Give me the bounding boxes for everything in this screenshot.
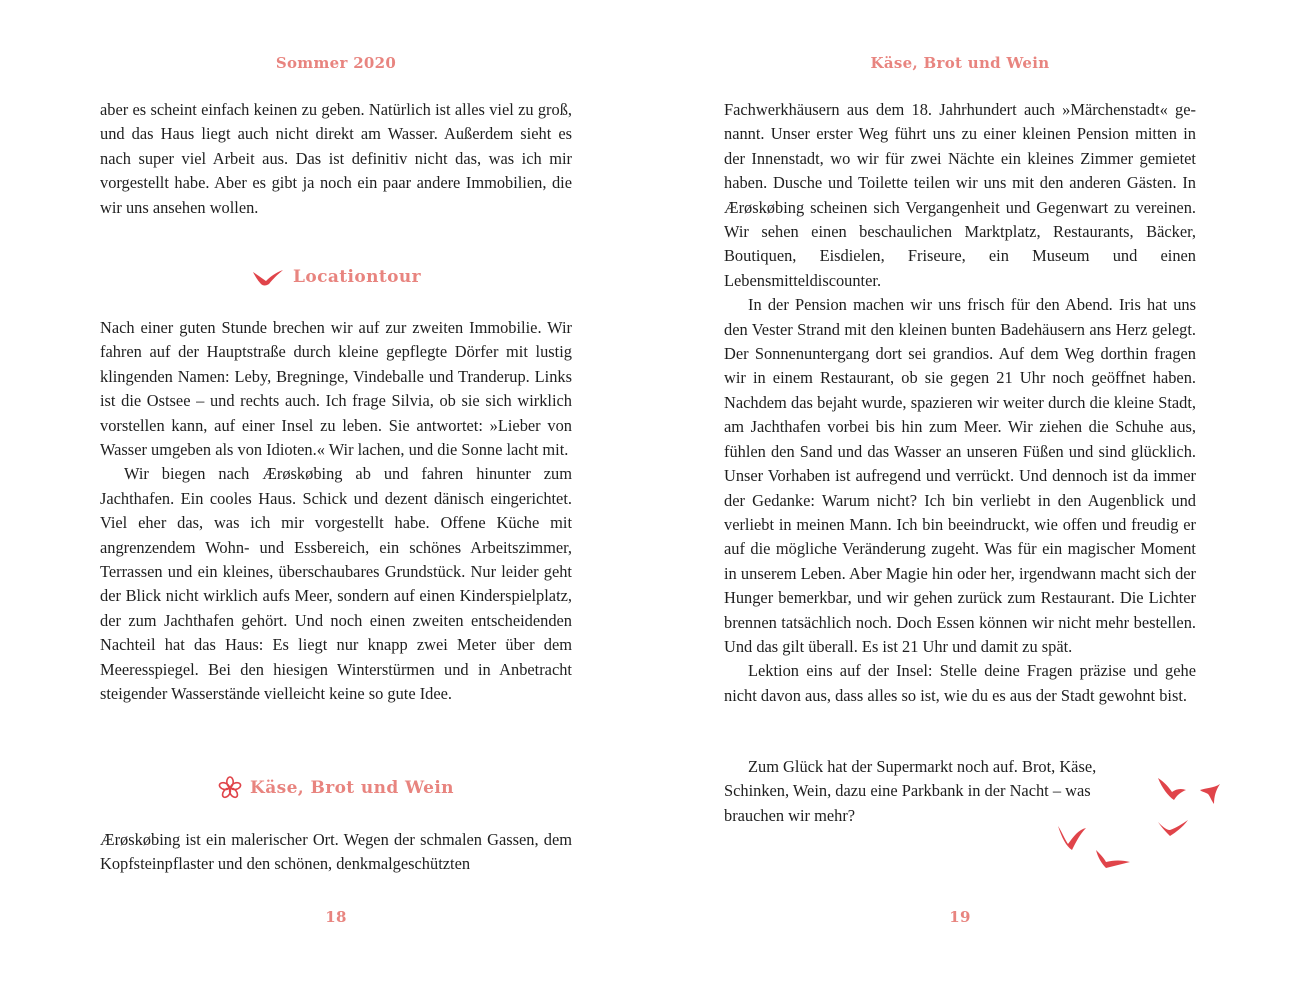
paragraph-text: Wir biegen nach Ærøskøbing ab und fahren hinunter zum Jachthafen. Ein cooles Haus. Schick und dezent dänisch eingerichtet. Viel eher das, was ich mir vorgestellt habe. Offene Küche mit angrenzendem Wohn- und Essbereich, ein schönes Arbeitszimmer, Terrassen und ein kleines, überschaubares Grundstück. Nur leider geht der Blick nicht wirklich aufs Meer, sondern auf einen Kinderspielplatz, der zum Jachthafen gehört. Und noch einen zweiten entscheidenden Nachteil hat das Haus: Es liegt nur knapp zwei Meter über dem Meeresspiegel. Bei den hiesigen Winterstürmen und in Anbetracht steigender Wasserstände vielleicht keine so gute Idee.	[100, 464, 572, 704]
page-number: 18	[325, 908, 347, 926]
paragraph	[100, 828, 572, 877]
page-number: 19	[949, 908, 971, 926]
paragraph-text: aber es scheint einfach keinen zu geben. Natürlich ist alles viel zu groß, und das Haus liegt auch nicht direkt am Wasser. Außerdem sieht es nach super viel Arbeit aus. Das ist definitiv nicht das, was ich mir vorgestellt habe. Aber es gibt ja noch ein paar andere Immobilien, die wir uns ansehen wollen.	[100, 100, 572, 217]
section-title: Locationtour	[293, 267, 421, 287]
paragraph-text: Fachwerkhäusern aus dem 18. Jahrhundert auch »Märchenstadt« genannt. Unser erster Weg führt uns zu einer kleinen Pension mitten in der Innenstadt, wo wir für zwei Nächte ein kleines Zimmer gemietet haben. Dusche und Toilette teilen wir uns mit den anderen Gästen. In Ærøskøbing scheinen sich Vergangenheit und Gegenwart zu vereinen. Wir sehen einen beschaulichen Marktplatz, Restaurants, Bäcker, Boutiquen, Eisdielen, Friseure, ein Museum und einen Lebensmitteldiscounter.	[724, 100, 1196, 290]
section-heading-kaese-brot-wein	[100, 776, 572, 800]
running-head: Sommer 2020	[275, 54, 397, 72]
paragraph-text: Ærøskøbing ist ein malerischer Ort. Wegen der schmalen Gassen, dem Kopfsteinpflaster und den schönen, denkmalgeschützten	[100, 830, 572, 874]
paragraph	[100, 98, 572, 220]
paragraph-text: In der Pension machen wir uns frisch für den Abend. Iris hat uns den Vester Strand mit den kleinen bunten Badehäusern ans Herz gelegt. Der Sonnenuntergang dort sei grandios. Auf dem Weg dorthin fragen wir in einem Restaurant, ob sie gegen 21 Uhr noch geöffnet haben. Nachdem das bejaht wurde, spazieren wir weiter durch die kleine Stadt, am Jachthafen vorbei bis hin zum Meer. Wir ziehen die Schuhe aus, fühlen den Sand und das Wasser an unseren Füßen und sind glücklich. Unser Vorhaben ist aufregend und verrückt. Und dennoch ist da immer der Gedanke: Warum nicht? Ich bin verliebt in den Augenblick und verliebt in meinen Mann. Ich bin beeindruckt, wie offen und freudig er auf die mögliche Veränderung zugeht. Was für ein magischer Moment in unserem Leben. Aber Magie hin oder her, irgendwann macht sich der Hunger bemerkbar, und wir gehen zurück zum Restaurant. Die Lichter brennen tatsächlich noch. Doch Essen können wir nicht mehr bestellen. Und das gilt überall. Es ist 21 Uhr und damit zu spät.	[724, 295, 1196, 656]
flower-icon	[218, 776, 242, 800]
section-heading-locationtour	[100, 266, 572, 288]
right-page	[648, 0, 1295, 1000]
paragraph-text: Nach einer guten Stunde brechen wir auf zur zweiten Immobilie. Wir fahren auf der Hauptstraße durch kleine gepflegte Dörfer mit lustig klingenden Namen: Leby, Bregninge, Vindeballe und Tranderup. Links ist die Ostsee – und rechts auch. Ich frage Silvia, ob sie sich wirklich vorstellen kann, auf einer Insel zu leben. Sie antwortet: »Lieber von Wasser umgeben als von Idioten.« Wir lachen, und die Sonne lacht mit.	[100, 318, 572, 460]
paragraph-text: Zum Glück hat der Supermarkt noch auf. Brot, Käse, Schinken, Wein, dazu eine Parkbank in der Nacht – was brauchen wir mehr?	[724, 757, 1097, 825]
paragraph	[724, 98, 1196, 708]
paragraph	[100, 316, 572, 707]
bird-icon	[251, 266, 285, 288]
running-head: Käse, Brot und Wein	[870, 54, 1050, 72]
section-title: Käse, Brot und Wein	[250, 778, 454, 798]
paragraph-text: Lektion eins auf der Insel: Stelle deine Fragen präzise und gehe nicht davon aus, dass alles so ist, wie du es aus der Stadt gewohnt bist.	[724, 661, 1196, 705]
flying-birds-illustration	[1048, 770, 1248, 880]
